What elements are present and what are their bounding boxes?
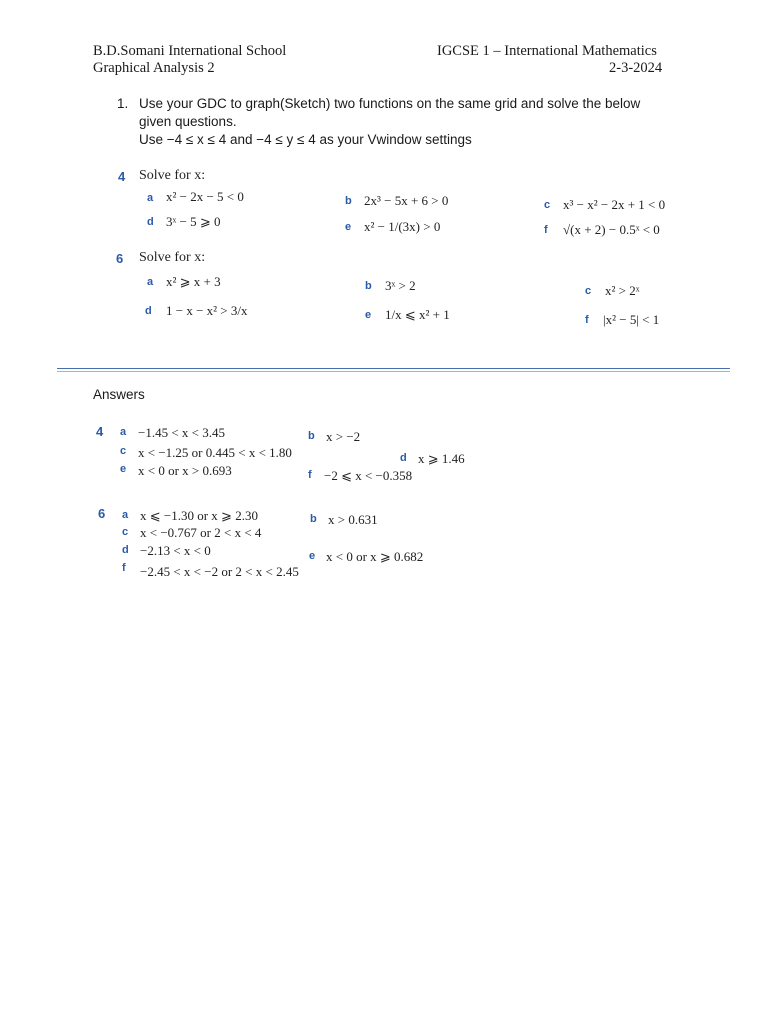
q6-b-text: 3ˣ > 2 bbox=[385, 278, 416, 293]
document-date: 2-3-2024 bbox=[609, 60, 663, 76]
answers-4-number: 4 bbox=[96, 424, 104, 439]
a4-d-text: x ⩾ 1.46 bbox=[418, 451, 465, 466]
q4-f-text: √(x + 2) − 0.5ˣ < 0 bbox=[563, 222, 660, 237]
q4-a-text: x² − 2x − 5 < 0 bbox=[166, 189, 244, 204]
a4-e-letter: e bbox=[120, 463, 127, 475]
a4-f-text: −2 ⩽ x < −0.358 bbox=[324, 468, 413, 483]
q6-d-text: 1 − x − x² > 3/x bbox=[166, 303, 248, 318]
q6-e-text: 1/x ⩽ x² + 1 bbox=[385, 307, 450, 322]
exercise-6-number: 6 bbox=[116, 251, 124, 266]
a6-c-letter: c bbox=[122, 526, 129, 538]
topic-title: Graphical Analysis 2 bbox=[93, 60, 215, 76]
instruction-line-2: given questions. bbox=[139, 114, 237, 129]
q6-a-letter: a bbox=[147, 276, 154, 288]
q4-e-letter: e bbox=[345, 221, 352, 233]
a4-e-text: x < 0 or x > 0.693 bbox=[138, 463, 232, 478]
section-divider-shadow bbox=[57, 371, 730, 372]
a6-e-text: x < 0 or x ⩾ 0.682 bbox=[326, 549, 424, 564]
q6-c-text: x² > 2ˣ bbox=[605, 283, 640, 298]
answers-6-number: 6 bbox=[98, 506, 106, 521]
q6-f-letter: f bbox=[585, 314, 589, 326]
q6-f-text: |x² − 5| < 1 bbox=[603, 312, 660, 327]
a4-a-text: −1.45 < x < 3.45 bbox=[138, 425, 225, 440]
exercise-6-title: Solve for x: bbox=[139, 250, 206, 265]
q4-b-letter: b bbox=[345, 195, 352, 207]
school-name: B.D.Somani International School bbox=[93, 43, 287, 59]
q4-e-text: x² − 1/(3x) > 0 bbox=[364, 219, 441, 234]
a6-a-letter: a bbox=[122, 509, 129, 521]
instruction-line-3: Use −4 ≤ x ≤ 4 and −4 ≤ y ≤ 4 as your Vwindow settings bbox=[139, 132, 472, 147]
a6-b-text: x > 0.631 bbox=[328, 512, 378, 527]
a6-f-text: −2.45 < x < −2 or 2 < x < 2.45 bbox=[140, 564, 299, 579]
a4-b-text: x > −2 bbox=[326, 429, 361, 444]
q4-b-text: 2x³ − 5x + 6 > 0 bbox=[364, 193, 449, 208]
a6-b-letter: b bbox=[310, 513, 317, 525]
exercise-4-number: 4 bbox=[118, 169, 126, 184]
a6-f-letter: f bbox=[122, 562, 126, 574]
q4-f-letter: f bbox=[544, 224, 548, 236]
a4-d-letter: d bbox=[400, 452, 407, 464]
course-name: IGCSE 1 – International Mathematics bbox=[437, 43, 657, 59]
q4-d-letter: d bbox=[147, 216, 154, 228]
instruction-number: 1. bbox=[117, 96, 129, 111]
q4-d-text: 3ˣ − 5 ⩾ 0 bbox=[166, 214, 221, 229]
q6-a-text: x² ⩾ x + 3 bbox=[166, 274, 221, 289]
a4-c-text: x < −1.25 or 0.445 < x < 1.80 bbox=[138, 445, 292, 460]
q6-c-letter: c bbox=[585, 285, 592, 297]
exercise-4-title: Solve for x: bbox=[139, 168, 206, 183]
q6-d-letter: d bbox=[145, 305, 152, 317]
answers-heading: Answers bbox=[93, 387, 145, 402]
a6-d-letter: d bbox=[122, 544, 129, 556]
instruction-line-1: Use your GDC to graph(Sketch) two functions on the same grid and solve the below bbox=[139, 96, 641, 111]
q4-c-text: x³ − x² − 2x + 1 < 0 bbox=[563, 197, 666, 212]
section-divider bbox=[57, 368, 730, 369]
a4-f-letter: f bbox=[308, 469, 312, 481]
a6-e-letter: e bbox=[309, 550, 316, 562]
q4-c-letter: c bbox=[544, 199, 551, 211]
q4-a-letter: a bbox=[147, 192, 154, 204]
a4-a-letter: a bbox=[120, 426, 127, 438]
a6-d-text: −2.13 < x < 0 bbox=[140, 543, 211, 558]
a6-c-text: x < −0.767 or 2 < x < 4 bbox=[140, 525, 262, 540]
a6-a-text: x ⩽ −1.30 or x ⩾ 2.30 bbox=[140, 508, 258, 523]
q6-b-letter: b bbox=[365, 280, 372, 292]
a4-c-letter: c bbox=[120, 445, 127, 457]
q6-e-letter: e bbox=[365, 309, 372, 321]
a4-b-letter: b bbox=[308, 430, 315, 442]
